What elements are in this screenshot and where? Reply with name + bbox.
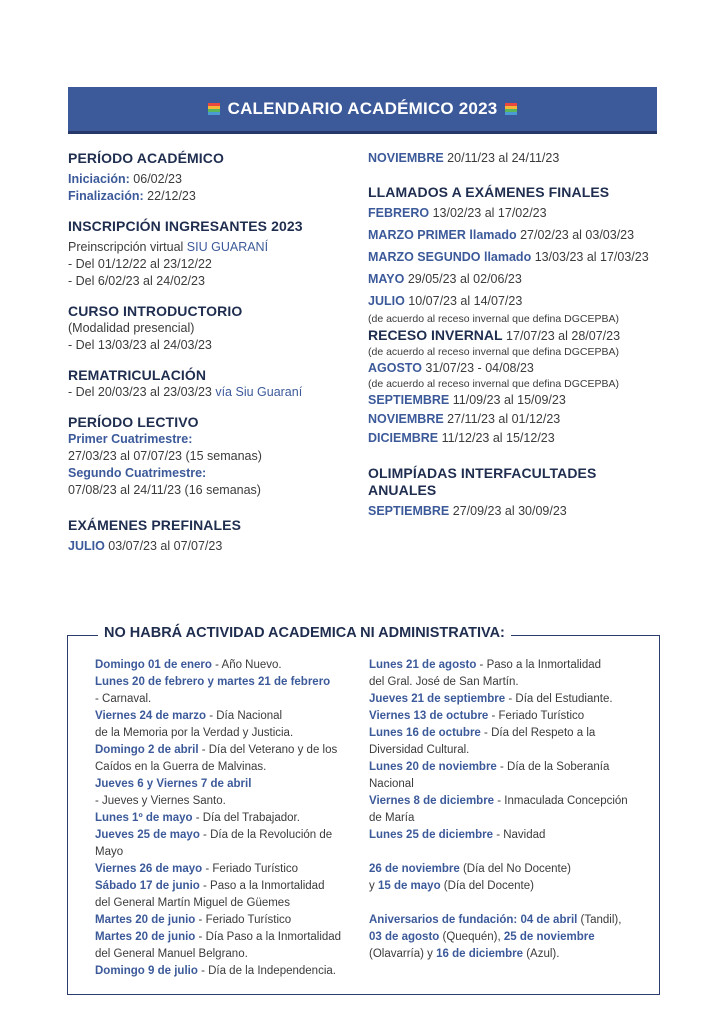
month-label: JULIO [68,539,105,553]
holidays-right-list [369,657,639,844]
inicio-label: Iniciación: [68,172,130,186]
holiday-text: Diversidad Cultural. [369,744,470,756]
docente-line [369,878,639,895]
holidays-title: NO HABRÁ ACTIVIDAD ACADEMICA NI ADMINISTRATIVA: [98,625,511,641]
date-range: 10/07/23 al 14/07/23 [404,294,523,308]
periodo-academico-section [68,150,358,205]
holiday-text: (Día del Docente) [440,880,534,892]
color-stripes-icon [208,103,220,115]
holiday-item [95,742,363,759]
rematriculacion-section [68,367,358,401]
holiday-item [95,929,363,946]
date-range: 31/07/23 - 04/08/23 [421,361,534,375]
holiday-date: Viernes 8 de diciembre [369,795,495,807]
holiday-item [369,742,639,759]
section-heading: OLIMPÍADAS INTERFACULTADES ANUALES [368,465,597,498]
holiday-text: - Día Nacional [206,710,283,722]
holiday-date: Domingo 9 de julio [95,965,198,977]
curso-introductorio-section [68,303,358,354]
llamados-section [368,184,668,447]
section-heading: REMATRICULACIÓN [68,367,207,383]
holiday-item [369,657,639,674]
holiday-text: (Azul). [523,948,560,960]
holiday-date: Lunes 20 de febrero y martes 21 de febrero [95,676,331,688]
date-range: - Del 01/12/22 al 23/12/22 [68,257,212,271]
month-label: AGOSTO [368,361,422,375]
holiday-text: (Olavarría) y [369,948,437,960]
holiday-text: - Día del Trabajador. [192,812,300,824]
prefinales-section [68,517,358,555]
page-title: CALENDARIO ACADÉMICO 2023 [227,99,498,118]
holiday-item [95,827,363,861]
holiday-date: 25 de noviembre [503,931,595,943]
date-range: - Del 13/03/23 al 24/03/23 [68,338,212,352]
holiday-text: - Día Paso a la Inmortalidad [195,931,342,943]
holiday-date: Lunes 16 de octubre [369,727,481,739]
periodo-lectivo-section [68,414,358,499]
holiday-text: (Día del No Docente) [459,863,571,875]
holiday-item [369,776,639,793]
holiday-text: y [369,880,378,892]
month-label: MARZO SEGUNDO llamado [368,250,532,264]
holiday-text: - Feriado Turístico [202,863,299,875]
date-range: 03/07/23 al 07/07/23 [104,539,223,553]
section-heading: CURSO INTRODUCTORIO [68,303,243,319]
holiday-date: 03 de agosto [369,931,440,943]
month-label: JULIO [368,294,405,308]
aniversario-line [369,912,639,929]
holiday-item [95,963,363,980]
cuatrimestre-label: Segundo Cuatrimestre: [68,466,207,480]
holiday-date: Lunes 21 de agosto [369,659,477,671]
holiday-date: Jueves 6 y Viernes 7 de abril [95,778,252,790]
section-heading: LLAMADOS A EXÁMENES FINALES [368,184,610,200]
cuatrimestre-value: 07/08/23 al 24/11/23 (16 semanas) [68,483,261,497]
date-range: - Del 6/02/23 al 24/02/23 [68,274,205,288]
holiday-date: Martes 20 de junio [95,931,196,943]
preinscripcion-text: Preinscripción virtual [68,240,187,254]
holiday-text: - Día de la Revolución de Mayo [95,829,333,858]
holiday-item [369,810,639,827]
section-heading: EXÁMENES PREFINALES [68,517,242,533]
holiday-item [95,912,363,929]
holiday-text: - Feriado Turístico [488,710,585,722]
holiday-text: del General Manuel Belgrano. [95,948,248,960]
color-stripes-icon [505,103,517,115]
date-range: - Del 20/03/23 al 23/03/23 [68,385,216,399]
holiday-item [95,895,363,912]
date-range: 17/07/23 al 28/07/23 [502,329,621,343]
spacer [369,844,639,861]
receso-label: RECESO INVERNAL [368,327,503,343]
docente-line [369,861,639,878]
holiday-text: - Día del Respeto a la [480,727,596,739]
holiday-date: 15 de mayo [377,880,441,892]
holiday-date: Jueves 21 de septiembre [369,693,506,705]
holiday-date: Viernes 24 de marzo [95,710,207,722]
holiday-item [95,878,363,895]
holiday-item [95,725,363,742]
date-range: 13/03/23 al 17/03/23 [531,250,649,264]
holiday-item [369,708,639,725]
aniversario-line [369,946,639,963]
holiday-text: (Quequén), [439,931,504,943]
holiday-date: Jueves 25 de mayo [95,829,200,841]
month-label: MARZO PRIMER llamado [368,228,517,242]
holiday-item [95,759,363,776]
date-range: 20/11/23 al 24/11/23 [443,151,560,165]
holiday-text: - Inmaculada Concepción [494,795,628,807]
holiday-date: 16 de diciembre [436,948,524,960]
holiday-item [369,725,639,742]
holiday-text: - Día del Veterano y de los [198,744,338,756]
siu-guarani-link[interactable]: vía Siu Guaraní [215,385,303,399]
fin-label: Finalización: [68,189,144,203]
left-column [68,150,358,568]
holiday-item [95,810,363,827]
holiday-text: Caídos en la Guerra de Malvinas. [95,761,267,773]
date-range: 11/09/23 al 15/09/23 [449,393,566,407]
section-heading: PERÍODO ACADÉMICO [68,150,224,166]
holiday-date: Sábado 17 de junio [95,880,200,892]
holiday-item [95,657,363,674]
holiday-item [95,946,363,963]
holiday-date: Aniversarios de fundación: 04 de abril [369,914,578,926]
holiday-text: - Paso a la Inmortalidad [476,659,602,671]
title-banner [68,87,657,131]
cuatrimestre-label: Primer Cuatrimestre: [68,432,193,446]
holiday-date: Lunes 25 de diciembre [369,829,493,841]
month-label: DICIEMBRE [368,431,439,445]
holiday-date: Viernes 13 de octubre [369,710,489,722]
holiday-text: del General Martín Miguel de Güemes [95,897,290,909]
holiday-item [369,674,639,691]
holiday-text: - Carnaval. [95,693,152,705]
date-range: 27/02/23 al 03/03/23 [516,228,635,242]
holiday-date: Lunes 20 de noviembre [369,761,497,773]
holiday-item [95,708,363,725]
date-range: 27/11/23 al 01/12/23 [443,412,561,426]
holiday-item [95,776,363,793]
holiday-text: - Jueves y Viernes Santo. [95,795,226,807]
holiday-text: (Tandil), [577,914,622,926]
holiday-text: - Año Nuevo. [211,659,282,671]
holiday-item [369,793,639,810]
note-text: (de acuerdo al receso invernal que defina DGCEPBA) [368,346,619,358]
inscripcion-section [68,218,358,290]
holiday-text: de la Memoria por la Verdad y Justicia. [95,727,294,739]
holiday-item [95,674,363,691]
month-label: FEBRERO [368,206,430,220]
holiday-item [369,827,639,844]
holiday-item [95,691,363,708]
cuatrimestre-value: 27/03/23 al 07/07/23 (15 semanas) [68,449,262,463]
month-label: SEPTIEMBRE [368,393,450,407]
holiday-text: Nacional [369,778,414,790]
date-range: 27/09/23 al 30/09/23 [449,504,567,518]
holiday-date: Domingo 2 de abril [95,744,199,756]
holiday-date: Viernes 26 de mayo [95,863,203,875]
section-heading: PERÍODO LECTIVO [68,414,199,430]
modalidad-text: (Modalidad presencial) [68,321,195,335]
inicio-value: 06/02/23 [129,172,182,186]
spacer [369,895,639,912]
month-label: SEPTIEMBRE [368,504,450,518]
note-text: (de acuerdo al receso invernal que defina DGCEPBA) [368,378,619,390]
holiday-text: - Feriado Turístico [195,914,292,926]
month-label: NOVIEMBRE [368,412,444,426]
holiday-text: de María [369,812,415,824]
holiday-text: - Paso a la Inmortalidad [199,880,325,892]
fin-value: 22/12/23 [143,189,196,203]
right-column [368,150,668,533]
olimpiadas-section [368,465,668,520]
date-range: 29/05/23 al 02/06/23 [404,272,522,286]
holiday-text: - Navidad [493,829,546,841]
date-range: 11/12/23 al 15/12/23 [438,431,555,445]
holidays-left-column [95,657,363,980]
holiday-item [369,759,639,776]
holiday-item [95,793,363,810]
holiday-item [369,691,639,708]
aniversario-line [369,929,639,946]
note-text: (de acuerdo al receso invernal que defina DGCEPBA) [368,313,619,325]
holiday-text: - Día de la Soberanía [496,761,610,773]
holiday-date: Martes 20 de junio [95,914,196,926]
siu-guarani-link[interactable]: SIU GUARANÍ [186,240,269,254]
holidays-right-column [369,657,639,963]
section-heading: INSCRIPCIÓN INGRESANTES 2023 [68,218,303,234]
date-range: 13/02/23 al 17/02/23 [429,206,547,220]
holiday-text: - Día de la Independencia. [197,965,336,977]
holiday-date: Domingo 01 de enero [95,659,212,671]
month-label: MAYO [368,272,405,286]
holiday-date: Lunes 1º de mayo [95,812,193,824]
holiday-text: del Gral. José de San Martín. [369,676,519,688]
month-label: NOVIEMBRE [368,151,444,165]
holiday-date: 26 de noviembre [369,863,460,875]
holiday-item [95,861,363,878]
holiday-text: - Día del Estudiante. [505,693,613,705]
